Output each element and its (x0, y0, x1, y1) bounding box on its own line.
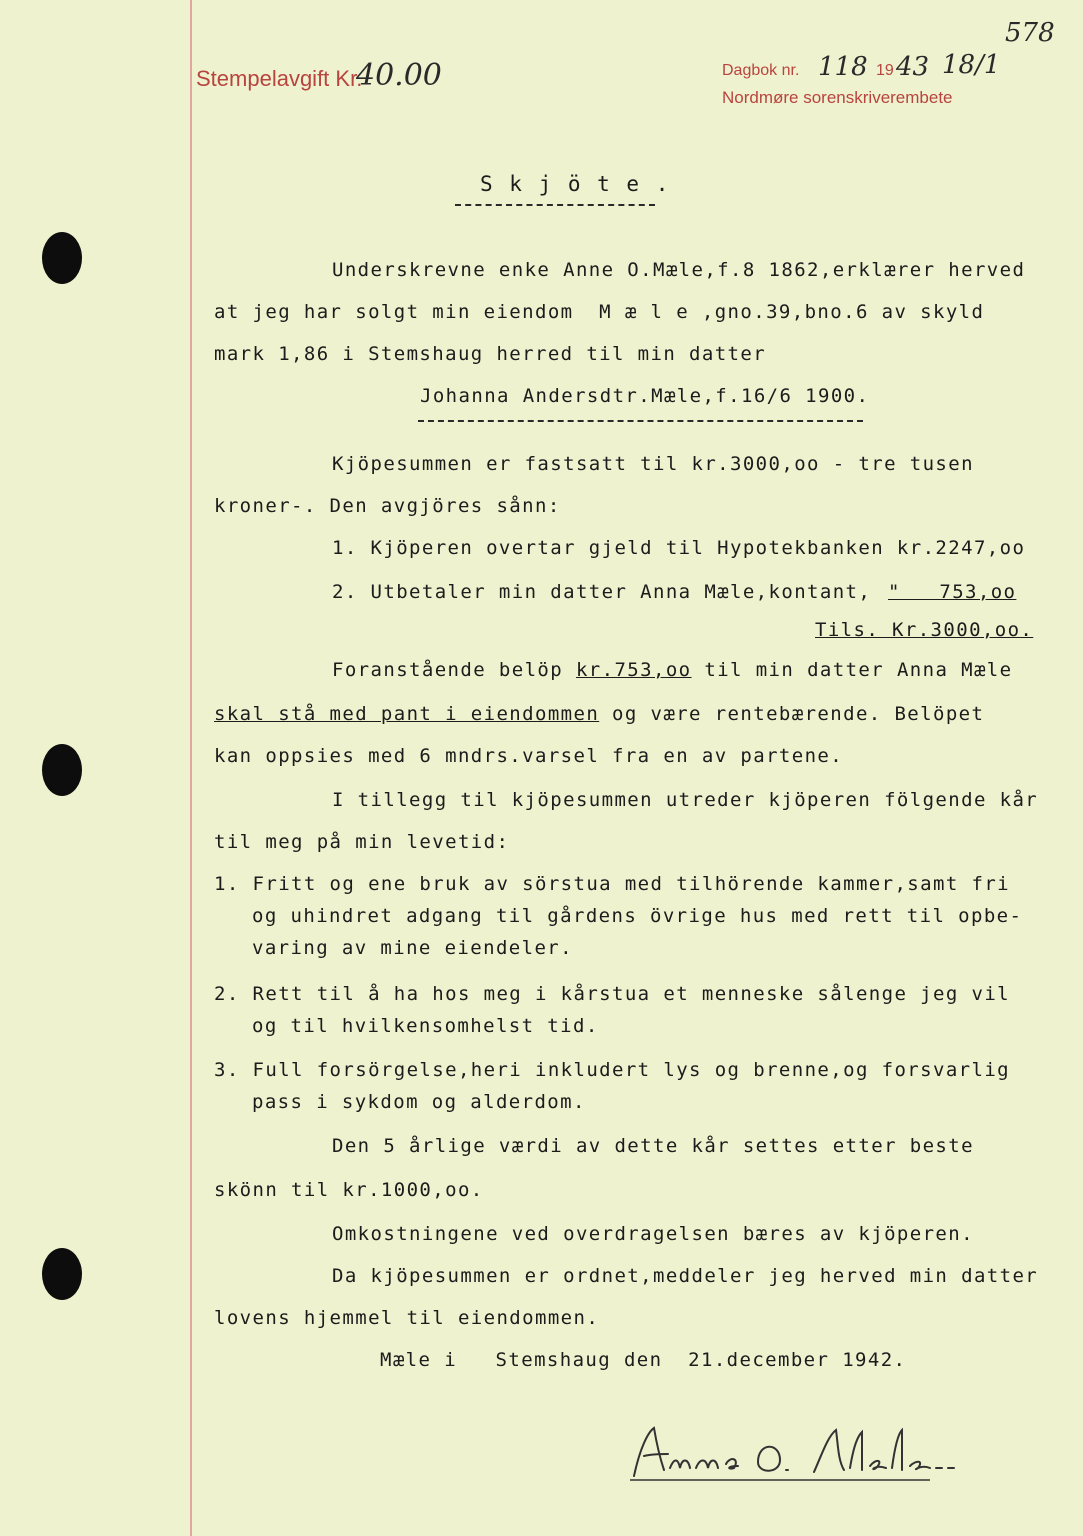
text-line: at jeg har solgt min eiendom M æ l e ,gno.39,bno.6 av skyld (214, 301, 985, 323)
list-item-2: 2. Rett til å ha hos meg i kårstua et menneske sålenge jeg vil (214, 983, 1011, 1005)
list-item-1: 1. Fritt og ene bruk av sörstua med tilhörende kammer,samt fri (214, 873, 1011, 895)
payment-total: Tils. Kr.3000,oo. (815, 619, 1034, 641)
text-line (332, 658, 1013, 682)
stamp-fee-amount: 40.00 (356, 58, 442, 93)
buyer-name: Johanna Andersdtr.Mæle,f.16/6 1900. (420, 385, 870, 407)
text-span: Foranstående belöp (332, 659, 576, 681)
underlined-text: skal stå med pant i eiendommen (214, 703, 600, 725)
text-line: Da kjöpesummen er ordnet,meddeler jeg herved min datter (332, 1265, 1039, 1287)
stamp-dagbok-label: Dagbok nr. (722, 62, 800, 79)
payment-amount-2: " 753,oo (888, 581, 1017, 603)
place-date: Mæle i Stemshaug den 21.december 1942. (380, 1349, 907, 1371)
text-span: og være rentebærende. Belöpet (599, 703, 985, 725)
payment-line-1: 1. Kjöperen overtar gjeld til Hypotekbanken kr.2247,oo (332, 537, 1026, 559)
list-item-1-cont: og uhindret adgang til gårdens övrige hus med rett til opbe- (252, 905, 1023, 927)
text-line: lovens hjemmel til eiendommen. (214, 1307, 600, 1329)
text-line: kroner-. Den avgjöres sånn: (214, 495, 561, 517)
text-line: Den 5 årlige værdi av dette kår settes etter beste (332, 1135, 974, 1157)
payment-line-2: 2. Utbetaler min datter Anna Mæle,kontant, (332, 581, 872, 603)
list-item-3-cont: pass i sykdom og alderdom. (252, 1091, 586, 1113)
text-line: skönn til kr.1000,oo. (214, 1179, 484, 1201)
text-span: til min datter Anna Mæle (691, 659, 1013, 681)
text-line: Kjöpesummen er fastsatt til kr.3000,oo - tre tusen (332, 453, 974, 475)
buyer-underline (418, 420, 863, 422)
stamp-dagbok-number: 118 (818, 52, 868, 82)
page-number: 578 (1005, 18, 1055, 48)
margin-line (190, 0, 192, 1536)
text-line (214, 702, 984, 726)
text-line: I tillegg til kjöpesummen utreder kjöperen fölgende kår (332, 789, 1039, 811)
stamp-year-prefix: 19 (876, 62, 894, 79)
stamp-year-suffix: 43 (896, 52, 930, 82)
punch-hole-top (42, 232, 82, 284)
text-line: til meg på min levetid: (214, 831, 510, 853)
list-item-2-cont: og til hvilkensomhelst tid. (252, 1015, 599, 1037)
list-item-3: 3. Full forsörgelse,heri inkludert lys og brenne,og forsvarlig (214, 1059, 1011, 1081)
text-line: kan oppsies med 6 mndrs.varsel fra en av partene. (214, 745, 844, 767)
underlined-amount: kr.753,oo (575, 659, 692, 681)
title-underline (455, 204, 655, 206)
stamp-date: 18/1 (942, 50, 1001, 80)
text-line: Underskrevne enke Anne O.Mæle,f.8 1862,erklærer herved (332, 259, 1026, 281)
document-title: S k j ö t e . (480, 172, 671, 196)
text-line: mark 1,86 i Stemshaug herred til min datter (214, 343, 767, 365)
signature-graphic (630, 1418, 970, 1488)
stamp-office: Nordmøre sorenskriverembete (722, 88, 953, 107)
signature (630, 1418, 970, 1492)
list-item-1-cont: varing av mine eiendeler. (252, 937, 573, 959)
punch-hole-bottom (42, 1248, 82, 1300)
punch-hole-middle (42, 744, 82, 796)
text-line: Omkostningene ved overdragelsen bæres av kjöperen. (332, 1223, 974, 1245)
stamp-fee-label: Stempelavgift Kr. (196, 66, 363, 91)
